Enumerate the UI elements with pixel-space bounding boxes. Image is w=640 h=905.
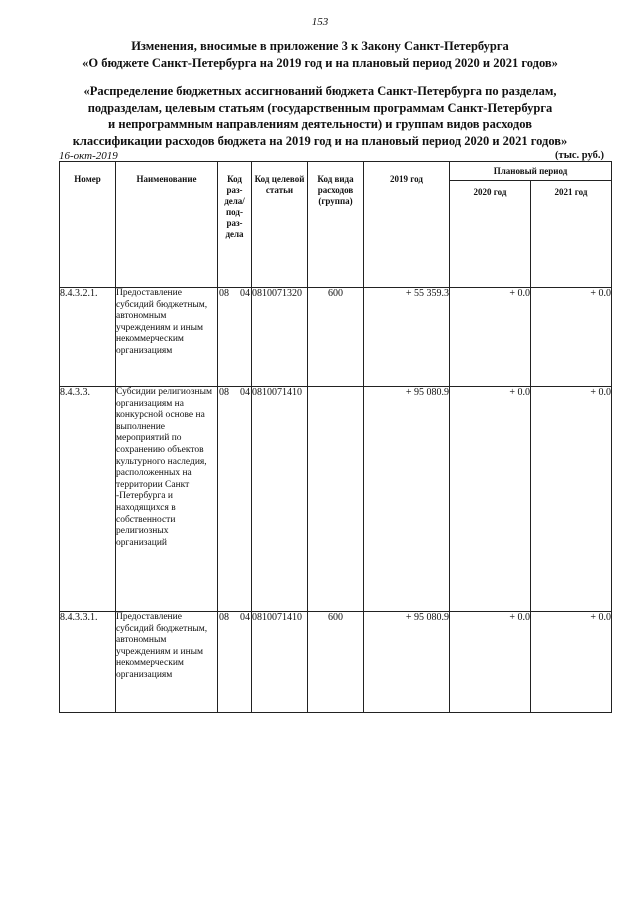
row-expense-type: 600: [308, 288, 364, 387]
row-target-code: 0810071320: [252, 288, 308, 387]
header-target: Код целевой статьи: [252, 162, 308, 288]
subsection-code: 04: [240, 612, 250, 623]
section-code: 08: [219, 387, 229, 398]
header-section: Код раз- дела/ под- раз- дела: [218, 162, 252, 288]
header-number: Номер: [60, 162, 116, 288]
section-code: 08: [219, 612, 229, 623]
row-expense-type: 600: [308, 612, 364, 713]
subsection-code: 04: [240, 387, 250, 398]
row-section-code: [218, 387, 252, 612]
header-planned-period: Плановый период: [450, 162, 612, 181]
row-section-code: [218, 288, 252, 387]
table-row: [60, 612, 612, 713]
table-header-row: [60, 162, 612, 181]
section-code: 08: [219, 288, 229, 299]
row-number: 8.4.3.3.1.: [60, 612, 116, 713]
page-number: 153: [311, 16, 329, 28]
title-line-1: Изменения, вносимые в приложение 3 к Закону Санкт-Петербурга: [131, 39, 509, 53]
row-amount-2020: + 0.0: [450, 612, 531, 713]
row-amount-2019: + 95 080.9: [364, 612, 450, 713]
subtitle-line-3: и непрограммным направлениям деятельности) и группам видов расходов: [108, 117, 532, 131]
title-line-2: «О бюджете Санкт-Петербурга на 2019 год и на плановый период 2020 и 2021 годов»: [82, 56, 558, 70]
row-amount-2021: + 0.0: [531, 612, 612, 713]
row-amount-2021: + 0.0: [531, 288, 612, 387]
document-title: [0, 38, 640, 72]
row-name: Предоставление субсидий бюджетным, автономным учреждениям и иным некоммерческим организациям: [116, 288, 218, 387]
row-target-code: 0810071410: [252, 387, 308, 612]
row-section-code: [218, 612, 252, 713]
row-amount-2019: + 95 080.9: [364, 387, 450, 612]
row-amount-2019: + 55 359.3: [364, 288, 450, 387]
row-expense-type: [308, 387, 364, 612]
subtitle-line-4: классификации расходов бюджета на 2019 год и на плановый период 2020 и 2021 годов»: [72, 133, 568, 148]
subtitle-line-2: подразделам, целевым статьям (государственным программам Санкт-Петербурга: [87, 100, 553, 115]
subtitle-line-1: «Распределение бюджетных ассигнований бюджета Санкт-Петербурга по разделам,: [83, 84, 557, 98]
header-expense-type: Код вида расходов (группа): [308, 162, 364, 288]
table-row: [60, 387, 612, 612]
document-subtitle: [0, 83, 640, 149]
row-amount-2020: + 0.0: [450, 288, 531, 387]
table-row: [60, 288, 612, 387]
subsection-code: 04: [240, 288, 250, 299]
row-target-code: 0810071410: [252, 612, 308, 713]
header-name: Наименование: [116, 162, 218, 288]
document-date: 16-окт-2019: [59, 150, 118, 162]
row-name: Субсидии религиозным организациям на конкурсной основе на выполнение мероприятий по сохранению объектов культурного наследия, расположенных на территории Санкт -Петербурга и находящихся в собственности религиозных организаций: [116, 387, 218, 612]
row-number: 8.4.3.3.: [60, 387, 116, 612]
row-amount-2020: + 0.0: [450, 387, 531, 612]
row-number: 8.4.3.2.1.: [60, 288, 116, 387]
budget-table: [59, 161, 612, 713]
row-name: Предоставление субсидий бюджетным, автономным учреждениям и иным некоммерческим организациям: [116, 612, 218, 713]
header-2021: 2021 год: [531, 181, 612, 288]
units-label: (тыс. руб.): [555, 150, 604, 161]
row-amount-2021: + 0.0: [531, 387, 612, 612]
header-2019: 2019 год: [364, 162, 450, 288]
header-2020: 2020 год: [450, 181, 531, 288]
